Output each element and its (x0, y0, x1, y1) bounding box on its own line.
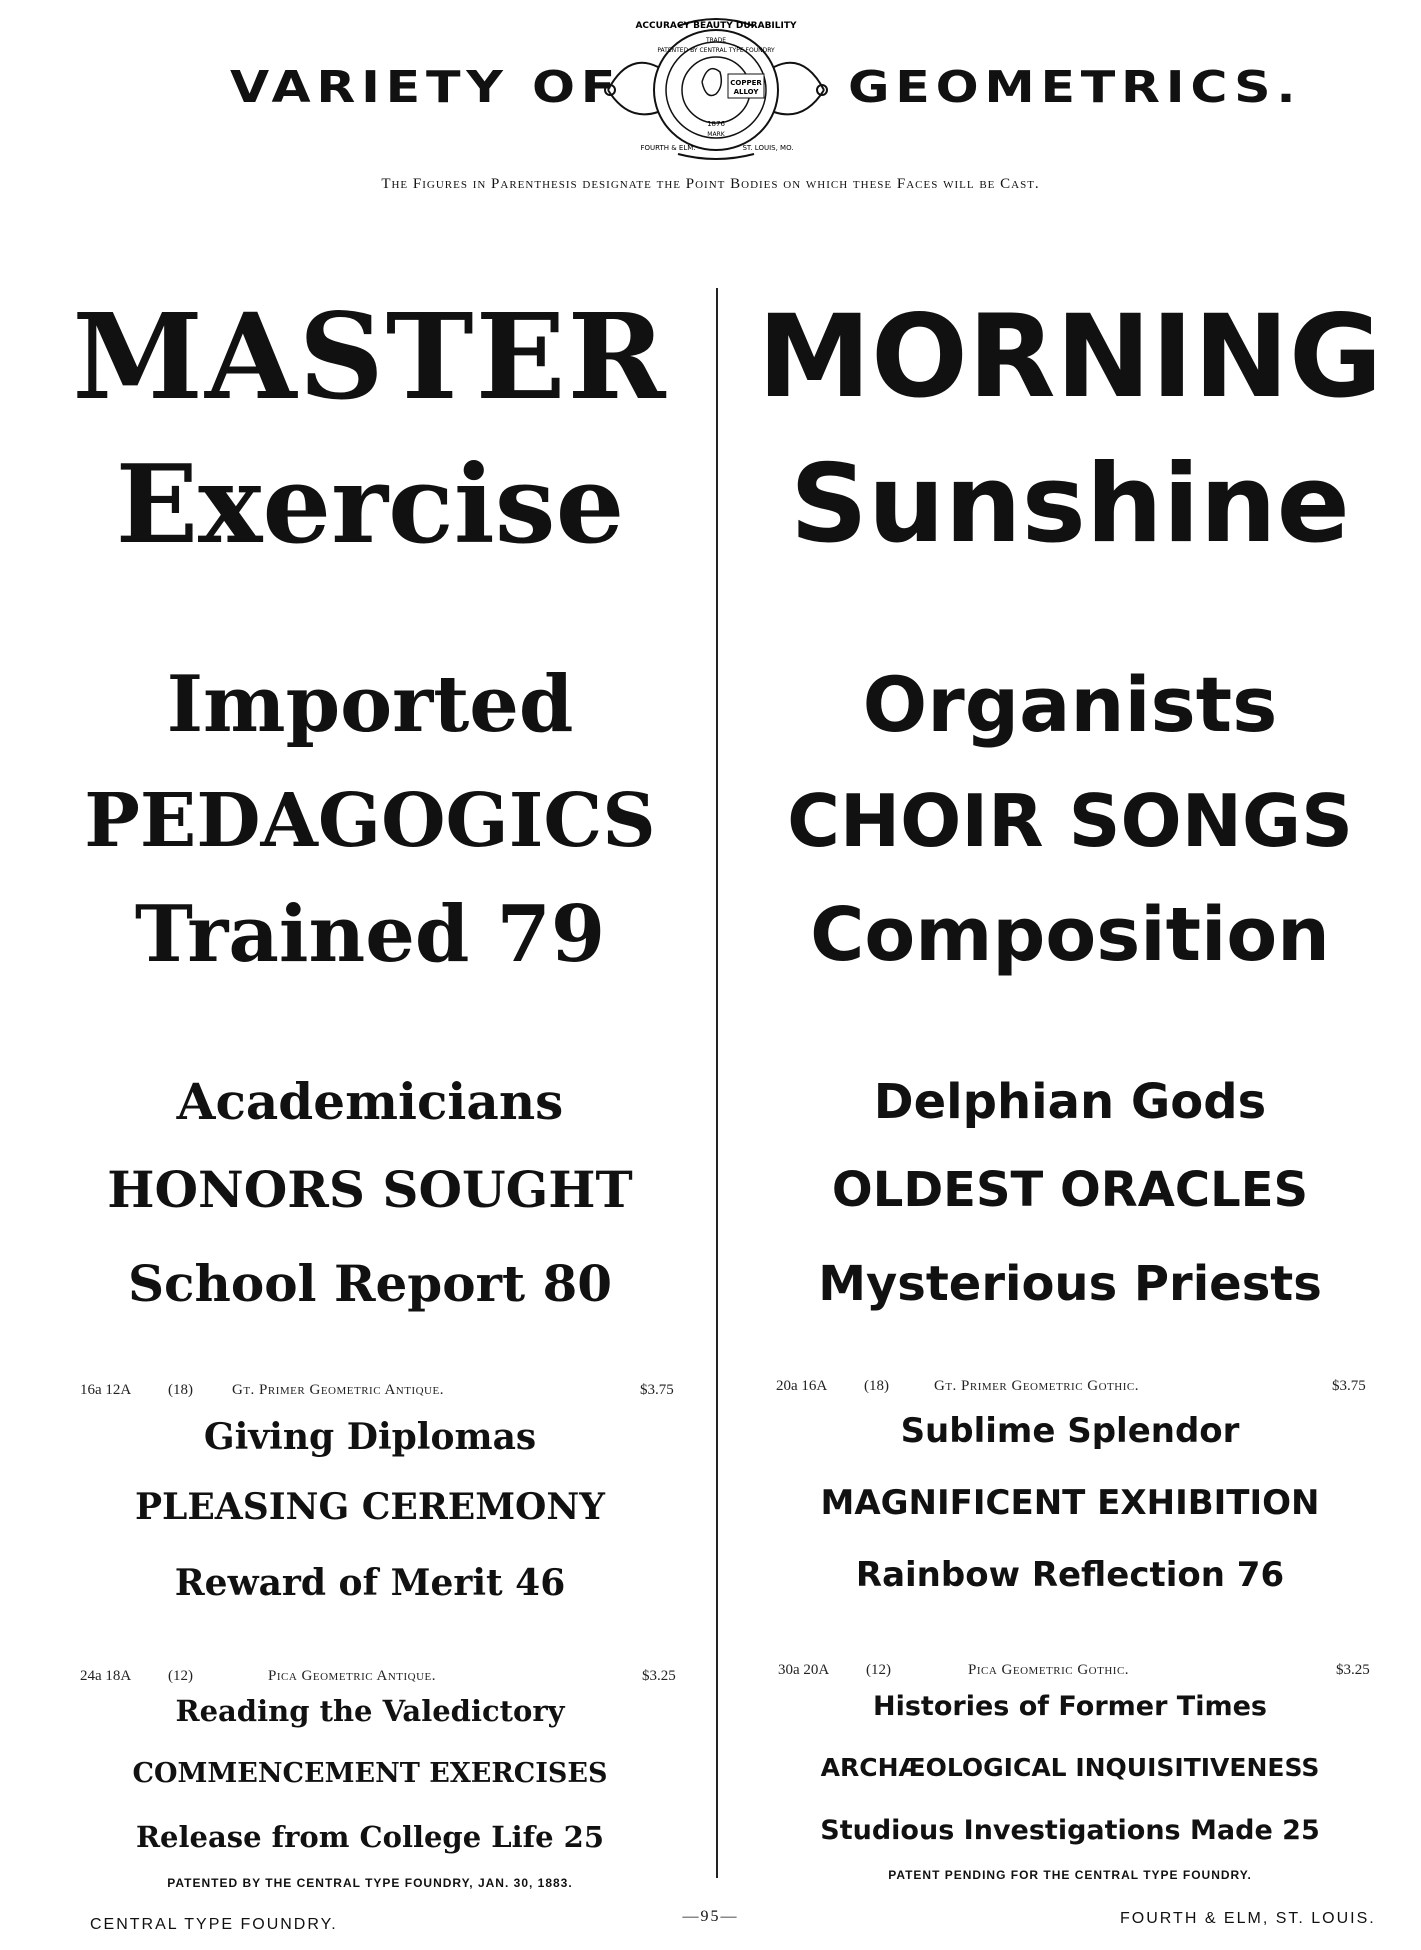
left-block2-line-2: PEDAGOGICS (84, 778, 656, 864)
footer-page-number: —95— (682, 1908, 739, 1925)
seal-bottom-left: FOURTH & ELM. (640, 144, 696, 152)
left-block2-line-3: Trained 79 (134, 889, 606, 980)
column-divider (716, 288, 718, 1878)
left-block4-line-2: PLEASING CEREMONY (134, 1486, 606, 1528)
foundry-seal-logo (598, 12, 834, 162)
right-block2-line-2: CHOIR SONGS (787, 779, 1353, 863)
right-block2-line-3: Composition (810, 892, 1330, 978)
right-spec2-name: Pica Geometric Gothic. (968, 1662, 1130, 1678)
seal-bottom-right: ST. LOUIS, MO. (742, 144, 794, 152)
right-spec1-points: (18) (864, 1378, 889, 1394)
right-block4-line-2: MAGNIFICENT EXHIBITION (820, 1483, 1320, 1523)
left-block5-line-2: COMMENCEMENT EXERCISES (132, 1758, 608, 1789)
left-spec2-price: $3.25 (642, 1668, 676, 1684)
right-block4-line-1: Sublime Splendor (900, 1411, 1240, 1451)
left-large-line-2: Exercise (115, 442, 625, 568)
left-block5-line-3: Release from College Life 25 (135, 1820, 605, 1854)
right-block5-line-1: Histories of Former Times (873, 1691, 1267, 1722)
right-block2-line-1: Organists (862, 660, 1278, 749)
header-left-title: VARIETY OF (230, 62, 622, 113)
left-block5-line-1: Reading the Valedictory (175, 1694, 565, 1728)
left-spec1-points: (18) (168, 1382, 193, 1398)
seal-mark-right: MARK (707, 131, 725, 138)
left-spec2-points: (12) (168, 1668, 193, 1684)
left-spec1-name: Gt. Primer Geometric Antique. (232, 1382, 444, 1398)
header-subtitle: The Figures in Parenthesis designate the Point Bodies on which these Faces will be Cast. (381, 176, 1040, 192)
right-spec1-name: Gt. Primer Geometric Gothic. (934, 1378, 1139, 1394)
left-block2-line-1: Imported (166, 659, 574, 750)
seal-mark-left: TRADE (705, 37, 727, 44)
footer-right: FOURTH & ELM, ST. LOUIS. (1120, 1910, 1376, 1927)
right-block3-line-3: Mysterious Priests (818, 1256, 1322, 1312)
left-block3-line-3: School Report 80 (127, 1254, 613, 1313)
right-block4-line-3: Rainbow Reflection 76 (855, 1555, 1285, 1595)
left-spec1-count: 16a 12A (80, 1382, 132, 1398)
left-spec2-name: Pica Geometric Antique. (268, 1668, 437, 1684)
right-spec2-price: $3.25 (1336, 1662, 1370, 1678)
left-block4-line-3: Reward of Merit 46 (174, 1562, 566, 1604)
left-spec2-count: 24a 18A (80, 1668, 132, 1684)
footer-left: CENTRAL TYPE FOUNDRY. (90, 1916, 338, 1933)
header-right-title: GEOMETRICS. (848, 62, 1302, 113)
right-spec1-price: $3.75 (1332, 1378, 1366, 1394)
left-spec1-price: $3.75 (640, 1382, 674, 1398)
seal-center-copper: COPPER (730, 79, 762, 87)
seal-ring-text: PATENTED BY CENTRAL TYPE FOUNDRY (657, 47, 775, 54)
left-large-line-1: MASTER (72, 287, 668, 426)
seal-top-text: ACCURACY BEAUTY DURABILITY (635, 21, 797, 31)
right-large-line-1: MORNING (757, 290, 1383, 423)
left-block3-line-2: HONORS SOUGHT (107, 1160, 633, 1219)
right-spec2-points: (12) (866, 1662, 891, 1678)
right-patent-note: PATENT PENDING FOR THE CENTRAL TYPE FOUNDRY. (888, 1868, 1252, 1882)
right-block5-line-2: ARCHÆOLOGICAL INQUISITIVENESS (820, 1753, 1320, 1782)
right-block5-line-3: Studious Investigations Made 25 (820, 1815, 1320, 1846)
left-block4-line-1: Giving Diplomas (203, 1416, 537, 1458)
left-block3-line-1: Academicians (176, 1072, 564, 1131)
seal-year: 1876 (707, 120, 725, 128)
seal-center-alloy: ALLOY (733, 88, 759, 96)
right-spec2-count: 30a 20A (778, 1662, 830, 1678)
right-large-line-2: Sunshine (790, 442, 1350, 567)
right-block3-line-2: OLDEST ORACLES (831, 1162, 1309, 1218)
right-block3-line-1: Delphian Gods (873, 1074, 1267, 1130)
right-spec1-count: 20a 16A (776, 1378, 828, 1394)
left-patent-note: PATENTED BY THE CENTRAL TYPE FOUNDRY, JAN. 30, 1883. (167, 1876, 573, 1890)
